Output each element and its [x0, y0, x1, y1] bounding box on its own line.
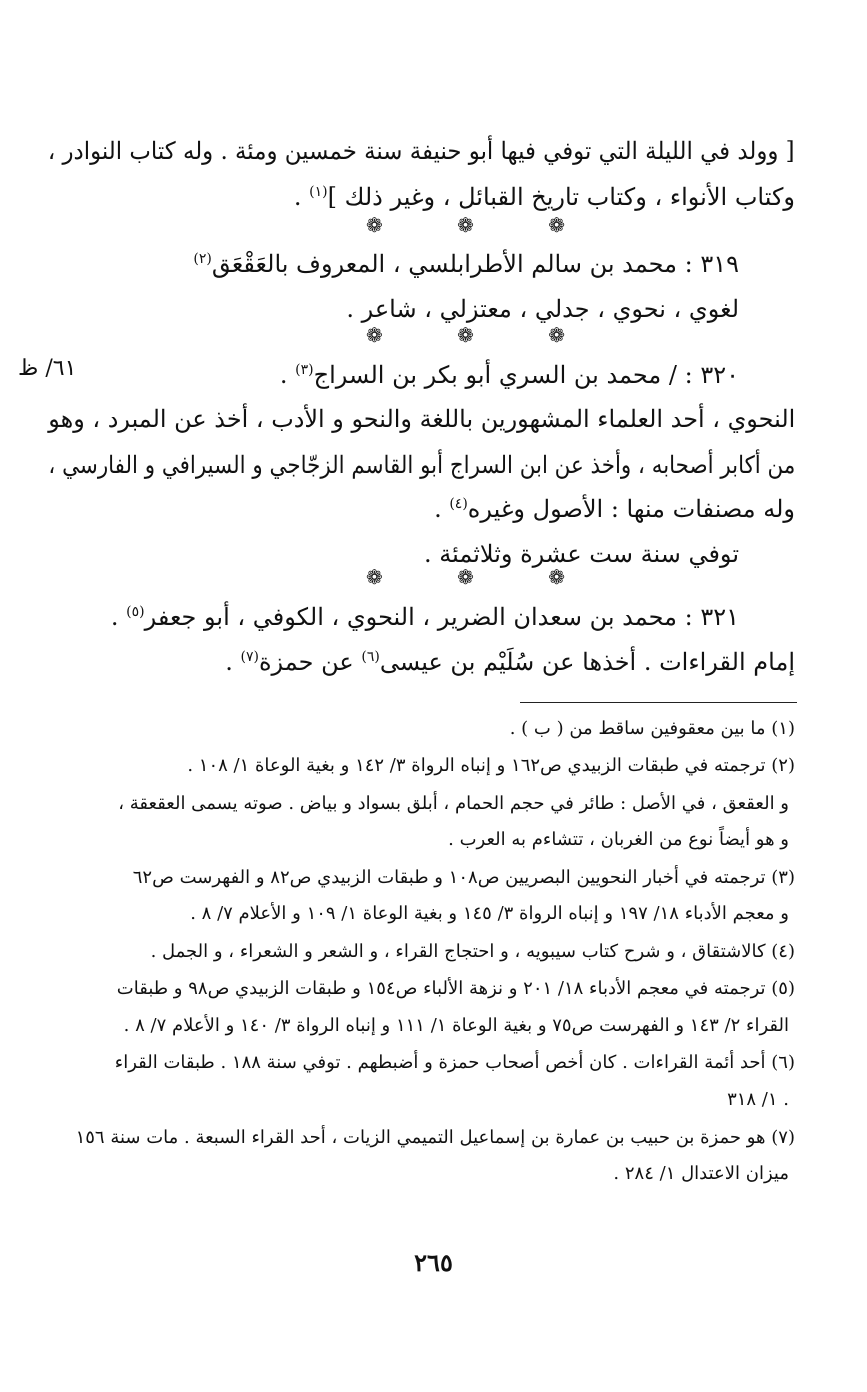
- text-segment: .: [293, 183, 310, 211]
- text-segment: ٣١٩ : محمد بن سالم الأطرابلسي ، المعروف بالعَقْعَق: [211, 250, 739, 278]
- text-line-2: [294, 180, 795, 214]
- footnote-2-cont: و العقعق ، في الأصل : طائر في حجم الحمام ، أبلق بسواد و بياض . صوته يسمى العقعقة ،: [118, 793, 789, 814]
- footnote-separator: [520, 702, 797, 703]
- page-number: ٢٦٥: [414, 1248, 453, 1277]
- footnote-ref-2: (٢): [193, 251, 212, 267]
- text-segment: عن حمزة: [258, 648, 362, 676]
- footnote-ref-5: (٥): [126, 604, 145, 620]
- footnote-3: (٣) ترجمته في أخبار النحويين البصريين ص١٠٨ و طبقات الزبيدي ص٨٢ و الفهرست ص٦٢: [132, 867, 795, 888]
- footnote-7: (٧) هو حمزة بن حبيب بن عمارة بن إسماعيل التميمي الزيات ، أحد القراء السبعة . مات سنة ١٥٦: [75, 1127, 795, 1148]
- footnote-ref-1: (١): [309, 184, 328, 200]
- margin-folio-note: ٦١/ ظ: [18, 356, 77, 381]
- text-segment: وله مصنفات منها : الأصول وغيره: [467, 495, 795, 523]
- entry-321-heading: [111, 600, 739, 634]
- entry-319-heading: [193, 247, 739, 281]
- text-segment: ٣٢١ : محمد بن سعدان الضرير ، النحوي ، الكوفي ، أبو جعفر: [144, 603, 739, 631]
- footnote-4: (٤) كالاشتقاق ، و شرح كتاب سيبويه ، و احتجاج القراء ، و الشعر و الشعراء ، و الجمل .: [150, 941, 795, 962]
- footnote-6: (٦) أحد أئمة القراءات . كان أخص أصحاب حمزة و أضبطهم . توفي سنة ١٨٨ . طبقات القراء: [114, 1052, 795, 1073]
- entry-320-heading: [280, 358, 739, 392]
- text-segment: وكتاب الأنواء ، وكتاب تاريخ القبائل ، وغير ذلك ]: [327, 183, 795, 211]
- ornament-divider: ❁ ❁ ❁: [366, 213, 599, 237]
- footnote-6-cont: ١/ ٣١٨ .: [727, 1089, 789, 1110]
- ornament-divider: ❁ ❁ ❁: [366, 565, 599, 589]
- text-segment: إمام القراءات . أخذها عن سُلَيْم بن عيسى: [379, 648, 795, 676]
- text-segment: .: [279, 361, 296, 389]
- text-line-6: النحوي ، أحد العلماء المشهورين باللغة والنحو و الأدب ، أخذ عن المبرد ، وهو: [47, 405, 795, 433]
- text-line-9: توفي سنة ست عشرة وثلاثمئة .: [423, 540, 739, 568]
- text-line-1: [ وولد في الليلة التي توفي فيها أبو حنيفة سنة خمسين ومئة . وله كتاب النوادر ،: [48, 137, 795, 165]
- text-segment: .: [434, 495, 450, 523]
- text-segment: .: [225, 648, 241, 676]
- text-line-8: [434, 492, 795, 526]
- footnote-1: (١) ما بين معقوفين ساقط من ( ب ) .: [509, 718, 795, 739]
- footnote-2-cont: و هو أيضاً نوع من الغربان ، تتشاءم به العرب .: [448, 829, 789, 850]
- text-segment: .: [110, 603, 127, 631]
- text-segment: ٣٢٠ : / محمد بن السري أبو بكر بن السراج: [313, 361, 739, 389]
- footnote-ref-7: (٧): [240, 649, 259, 665]
- footnote-5-cont: القراء ٢/ ١٤٣ و الفهرست ص٧٥ و بغية الوعاة ١/ ١١١ و إنباه الرواة ٣/ ١٤٠ و الأعلام ٧/ ٨ .: [123, 1015, 789, 1036]
- footnote-5: (٥) ترجمته في معجم الأدباء ١٨/ ٢٠١ و نزهة الألباء ص١٥٤ و طبقات الزبيدي ص٩٨ و طبقات: [116, 978, 795, 999]
- footnote-ref-6: (٦): [361, 649, 380, 665]
- text-line-11: [225, 645, 795, 679]
- text-line-4: لغوي ، نحوي ، جدلي ، معتزلي ، شاعر .: [346, 295, 739, 323]
- footnote-ref-4: (٤): [449, 496, 468, 512]
- text-line-7: من أكابر أصحابه ، وأخذ عن ابن السراج أبو القاسم الزجّاجي و السيرافي و الفارسي ،: [48, 451, 795, 479]
- footnote-2: (٢) ترجمته في طبقات الزبيدي ص١٦٢ و إنباه الرواة ٣/ ١٤٢ و بغية الوعاة ١/ ١٠٨ .: [187, 755, 795, 776]
- footnote-7-cont: ميزان الاعتدال ١/ ٢٨٤ .: [613, 1163, 789, 1184]
- footnote-3-cont: و معجم الأدباء ١٨/ ١٩٧ و إنباه الرواة ٣/ ١٤٥ و بغية الوعاة ١/ ١٠٩ و الأعلام ٧/ ٨ .: [190, 903, 789, 924]
- footnote-ref-3: (٣): [295, 362, 314, 378]
- ornament-divider: ❁ ❁ ❁: [366, 323, 599, 347]
